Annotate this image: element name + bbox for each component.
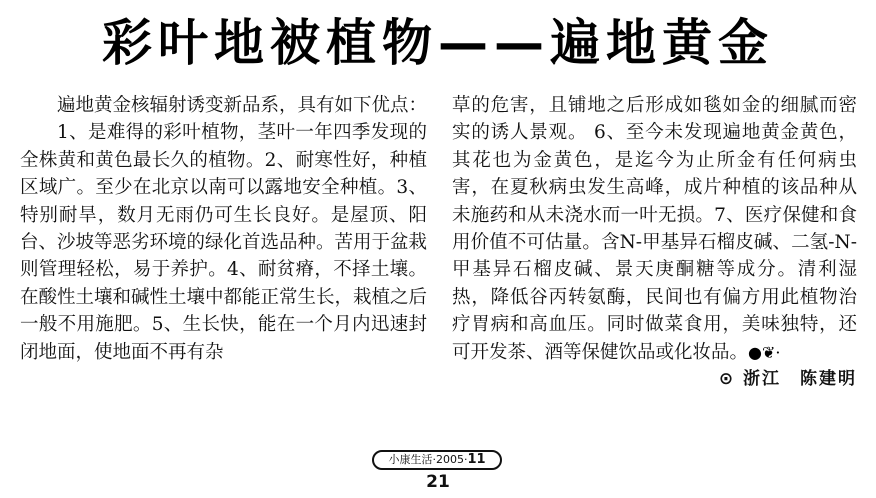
author-signature: ⊙ 浙江 陈建明 — [718, 369, 857, 390]
page-number: 21 — [426, 472, 450, 492]
continued-paragraph — [452, 92, 857, 366]
magazine-badge — [372, 450, 502, 470]
article-title: 彩叶地被植物——遍地黄金 — [102, 14, 774, 72]
issue-number: 11 — [467, 452, 486, 467]
intro-paragraph: 遍地黄金核辐射诱变新品系，具有如下优点： — [57, 95, 428, 116]
continued-text: 草的危害，且铺地之后形成如毯如金的细腻而密实的诱人景观。 6、至今未发现遍地黄金黄色，其花也为金黄色，是迄今为止所金有任何病虫害，在夏秋病虫发生高峰，成片种植的该品种从未施药和从未浇水而一叶无损。7、医疗保健和食用价值不可估量。含N-甲基异石榴皮碱、二氢-N-甲基异石榴皮碱、景天庚酮糖等成分。清利湿热，降低谷丙转氨酶，民间也有偏方用此植物治疗胃病和高血压。同时做菜食用，美味独特，还可开发茶、酒等保健饮品或化妆品。 — [452, 95, 857, 363]
leaf-ornament-icon: ●❦· — [748, 342, 781, 362]
right-column — [452, 92, 857, 393]
author-line — [452, 366, 857, 393]
benefits-paragraph: 1、是难得的彩叶植物，茎叶一年四季发现的全株黄和黄色最长久的植物。2、耐寒性好，种植区域广。至少在北京以南可以露地安全种植。3、 特别耐旱，数月无雨仍可生长良好。是屋顶、阳台、沙坡等恶劣环境的绿化首选品种。苦用于盆栽则管理轻松，易于养护。4、耐贫瘠，不择土壤。在酸性土壤和碱性土壤中都能正常生长，栽植之后一般不用施肥。5、生长快，能在一个月内迅速封闭地面，使地面不再有杂 — [20, 122, 428, 363]
left-column — [20, 92, 427, 366]
magazine-name: 小康生活·2005· — [388, 453, 468, 466]
